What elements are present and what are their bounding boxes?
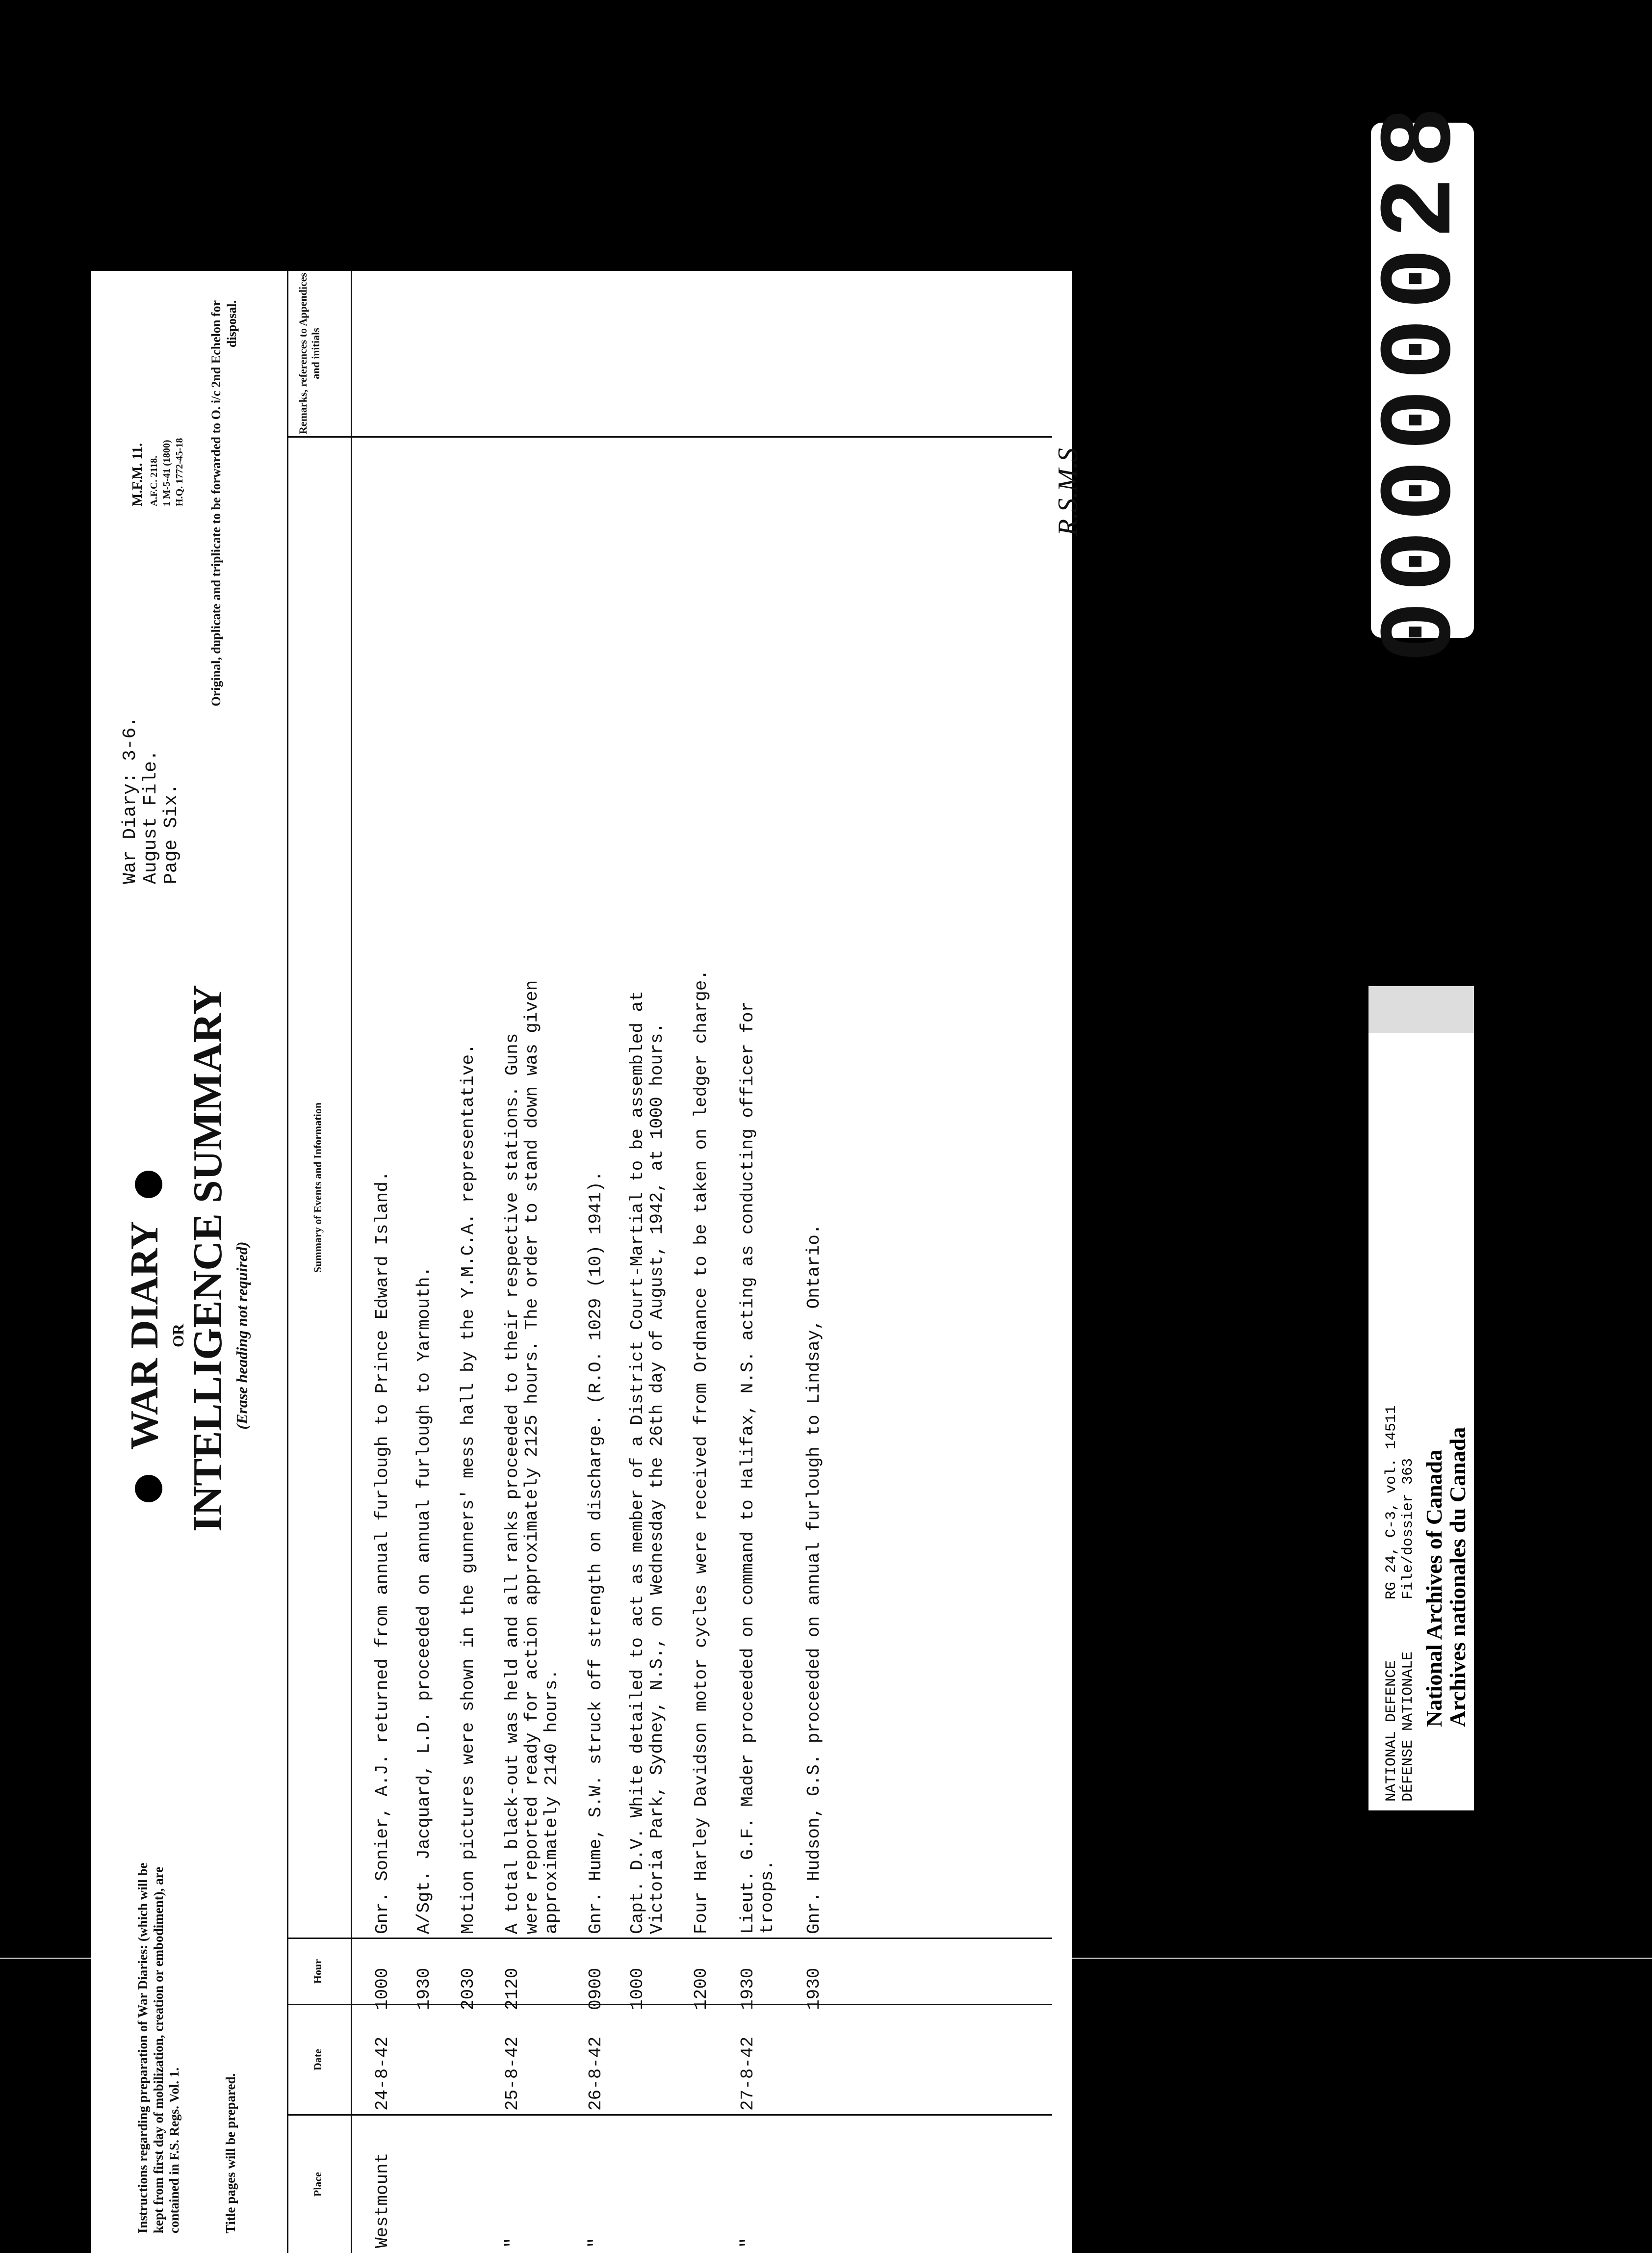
entry-date: 26-8-42 [586, 2036, 606, 2111]
column-header-summary: Summary of Events and Information [311, 1102, 324, 1273]
label-line: NATIONAL DEFENCE [1383, 1660, 1400, 1802]
entry-hour: 1000 [372, 1967, 392, 2010]
table-rule [287, 271, 288, 2253]
entry-hour: 0900 [586, 1967, 606, 2010]
table-rule [287, 436, 1052, 438]
column-header-date: Date [311, 2049, 324, 2070]
entry-summary: Gnr. Hudson, G.S. proceeded on annual furlough to Lindsay, Ontario. [804, 1224, 824, 1934]
entry-summary: Lieut. G.F. Mader proceeded on command to Halifax, N.S. acting as conducting officer for troops. [738, 1001, 777, 1934]
form-reference: H.Q. 1772-45-18 [174, 438, 185, 506]
table-rule [351, 271, 352, 2253]
entry-summary: A/Sgt. Jacquard, L.D. proceeded on annual furlough to Yarmouth. [414, 1266, 434, 1934]
diary-id-line: War Diary: 3-6. [120, 716, 141, 884]
table-rule [287, 1938, 1052, 1939]
table-rule [287, 2004, 1052, 2005]
frame-counter: 00000028 [1364, 97, 1481, 663]
column-header-hour: Hour [311, 1959, 324, 1984]
entry-summary: Capt. D.V. White detailed to act as member of a District Court-Martial to be assembled at Victoria Park, Sydney, N.S., on Wednesday the 26th day of August, 1942, at 1000 hours. [627, 991, 667, 1934]
entry-summary: Four Harley Davidson motor cycles were received from Ordnance to be taken on ledger charge. [691, 969, 711, 1934]
form-reference: 1 M-5-41 (1800) [161, 440, 172, 506]
entry-place: " [502, 2237, 522, 2248]
diary-identifier [120, 716, 182, 884]
title-erase-note: (Erase heading not required) [233, 1241, 251, 1430]
punch-dot-icon [135, 1475, 162, 1502]
archive-label [1368, 986, 1474, 1810]
label-department [1383, 1651, 1417, 1802]
entry-place: " [586, 2237, 606, 2248]
label-line: RG 24, C-3, vol. 14511 [1383, 1405, 1400, 1599]
column-header-place: Place [311, 2172, 324, 2197]
entry-hour: 1000 [627, 1967, 647, 2010]
title-intelligence-summary: INTELLIGENCE SUMMARY [185, 985, 231, 1532]
disposal-note: Original, duplicate and triplicate to be forwarded to O. i/c 2nd Echelon for disposal. [209, 300, 239, 707]
entry-hour: 1930 [804, 1967, 824, 2010]
entry-summary: Gnr. Sonier, A.J. returned from annual furlough to Prince Edward Island. [372, 1171, 392, 1934]
label-line: National Archives of Canada [1421, 1449, 1446, 1727]
column-header-remarks: Remarks, references to Appendices and initials [297, 272, 322, 435]
punch-dot-icon [135, 1171, 162, 1198]
form-number: M.F.M. 11. [130, 443, 145, 506]
title-pages-note: Title pages will be prepared. [223, 2073, 238, 2233]
entry-hour: 1200 [691, 1967, 711, 2010]
form-instructions: Instructions regarding preparation of War Diaries: (which will be kept from first day of mobilization, creation or embodiment), are contained in F.S. Regs. Vol. 1. [135, 1862, 181, 2233]
entry-summary: Motion pictures were shown in the gunners' mess hall by the Y.M.C.A. representative. [458, 1044, 478, 1934]
form-reference: A.F.C. 2118. [149, 455, 159, 506]
title-war-diary: WAR DIARY [123, 1221, 166, 1450]
label-archive-name [1422, 1427, 1470, 1727]
entry-summary: Gnr. Hume, S.W. struck off strength on discharge. (R.O. 1029 (10) 1941). [586, 1171, 606, 1934]
label-reference [1383, 1405, 1417, 1599]
diary-id-line: August File. [140, 750, 161, 884]
entry-hour: 1930 [738, 1967, 758, 2010]
title-or: OR [169, 1324, 187, 1347]
table-rule [287, 2114, 1052, 2116]
war-diary-page [91, 271, 1083, 2253]
entry-date: 24-8-42 [372, 2036, 392, 2111]
entry-date: 27-8-42 [738, 2036, 758, 2111]
entry-place: Westmount [372, 2152, 392, 2248]
entry-summary: A total black-out was held and all ranks proceeded to their respective stations. Guns were reported ready for action approximately 2125 hours. The order to stand down was given approximately 2140 hours. [502, 980, 562, 1934]
entry-place: " [738, 2237, 758, 2248]
entry-hour: 2120 [502, 1967, 522, 2010]
entry-date: 25-8-42 [502, 2036, 522, 2111]
entry-hour: 1930 [414, 1967, 434, 2010]
label-line: File/dossier 363 [1400, 1458, 1417, 1599]
label-line: DÉFENSE NATIONALE [1400, 1651, 1417, 1802]
label-line: Archives nationales du Canada [1445, 1427, 1470, 1727]
handwritten-initials: R.S.M.S [1053, 448, 1083, 536]
diary-id-line: Page Six. [161, 783, 182, 884]
entry-hour: 2030 [458, 1967, 478, 2010]
label-band [1368, 986, 1474, 1033]
